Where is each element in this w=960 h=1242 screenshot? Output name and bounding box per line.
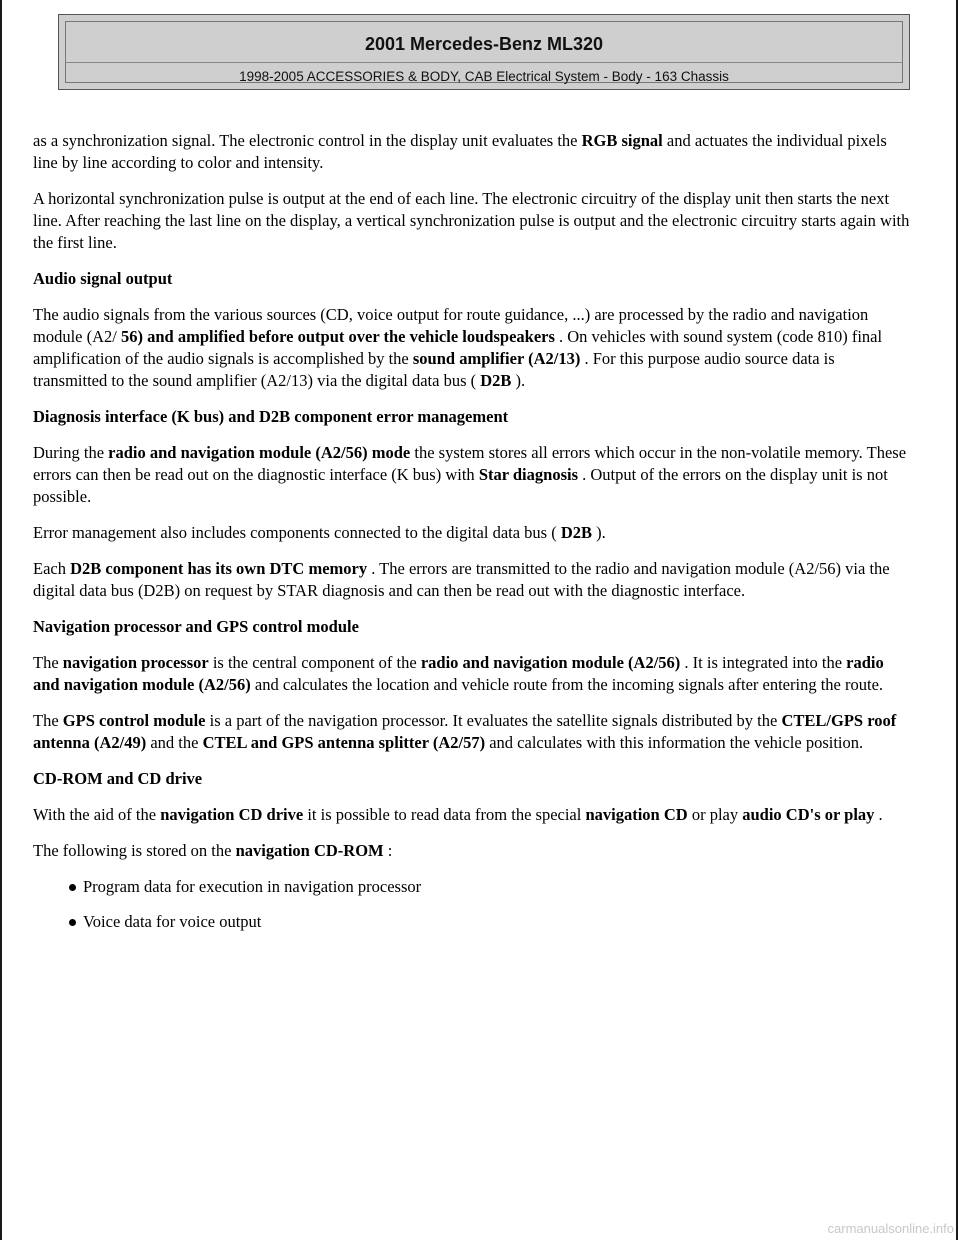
text-run: it is possible to read data from the special (303, 805, 586, 824)
term-star-diagnosis: Star diagnosis (478, 465, 578, 484)
text-run: With the aid of the (33, 805, 161, 824)
text-run: The (33, 653, 63, 672)
term-amplified-output: 56) and amplified before output over the vehicle loudspeakers (121, 327, 555, 346)
paragraph-cd-rom-contents (33, 840, 913, 862)
text-run: and actuates the individual pixels line by line according to color and intensity. (33, 131, 887, 172)
header-divider (66, 62, 902, 63)
text-run: . Output of the errors on the display unit is not possible. (33, 465, 888, 506)
text-run: as a synchronization signal. The electronic control in the display unit evaluates the (33, 131, 582, 150)
text-run: . For this purpose audio source data is transmitted to the sound amplifier (A2/13) via the digital data bus ( (33, 349, 835, 390)
text-run: ). (511, 371, 526, 390)
term-navigation-processor: navigation processor (62, 653, 209, 672)
term-audio-cds: audio CD's or play (742, 805, 875, 824)
paragraph-errors (33, 442, 913, 508)
text-run: During the (33, 443, 109, 462)
text-run: The audio signals from the various sources (CD, voice output for route guidance, ...) are processed by the radio and navigation module (A2/ (33, 305, 869, 346)
term-navigation-cd-drive: navigation CD drive (160, 805, 304, 824)
paragraph-nav-processor (33, 652, 913, 696)
text-run: The (33, 711, 63, 730)
term-radio-nav-module: radio and navigation module (A2/56) (33, 653, 884, 694)
text-run: ). (592, 523, 606, 542)
vehicle-title: 2001 Mercedes-Benz ML320 (364, 34, 604, 54)
cd-rom-contents-list (33, 876, 913, 933)
term-rgb-signal: RGB signal (581, 131, 663, 150)
text-run: . (874, 805, 883, 824)
text-run: and the (146, 733, 203, 752)
text-run: and calculates with this information the vehicle position. (485, 733, 864, 752)
section-subtitle: 1998-2005 ACCESSORIES & BODY, CAB Electrical System - Body - 163 Chassis (239, 69, 729, 84)
text-run: Error management also includes components connected to the digital data bus ( (33, 523, 561, 542)
heading-diagnosis-interface: Diagnosis interface (K bus) and D2B component error management (33, 407, 509, 426)
text-run: : (383, 841, 393, 860)
paragraph-rgb (33, 130, 913, 174)
page-header (58, 14, 910, 90)
term-antenna-splitter: CTEL and GPS antenna splitter (A2/57) (202, 733, 486, 752)
text-run: or play (687, 805, 743, 824)
text-run: . The errors are transmitted to the radio and navigation module (A2/56) via the digital data bus (D2B) on request by STAR diagnosis and can then be read out with the diagnostic interface. (33, 559, 890, 600)
text-run: is a part of the navigation processor. It evaluates the satellite signals distributed by the (205, 711, 782, 730)
text-run: Each (33, 559, 71, 578)
paragraph-gps (33, 710, 913, 754)
term-navigation-cd: navigation CD (585, 805, 688, 824)
paragraph-dtc-memory (33, 558, 913, 602)
paragraph-audio (33, 304, 913, 392)
term-radio-nav-module: radio and navigation module (A2/56) (420, 653, 681, 672)
term-roof-antenna: CTEL/GPS roof antenna (A2/49) (33, 711, 897, 752)
text-run: The following is stored on the (33, 841, 236, 860)
text-run: and calculates the location and vehicle route from the incoming signals after entering the route. (250, 675, 884, 694)
heading-audio-signal-output: Audio signal output (33, 269, 173, 288)
document-body (33, 130, 913, 946)
term-dtc-memory: D2B component has its own DTC memory (70, 559, 368, 578)
term-navigation-cd-rom: navigation CD-ROM (235, 841, 384, 860)
term-d2b: D2B (560, 523, 593, 542)
text-run: is the central component of the (208, 653, 421, 672)
heading-navigation-processor: Navigation processor and GPS control module (33, 617, 359, 636)
watermark-text: carmanualsonline.info (827, 1221, 954, 1236)
term-sound-amplifier: sound amplifier (A2/13) (412, 349, 581, 368)
text-run: the system stores all errors which occur in the non-volatile memory. These errors can then be read out on the diagnostic interface (K bus) with (33, 443, 907, 484)
paragraph-cd-drive (33, 804, 913, 826)
term-d2b: D2B (480, 371, 512, 390)
text-run: . It is integrated into the (680, 653, 847, 672)
page-header-inner (65, 21, 903, 83)
list-item: Voice data for voice output (83, 911, 913, 933)
list-item: Program data for execution in navigation processor (83, 876, 913, 898)
term-gps-control-module: GPS control module (62, 711, 206, 730)
paragraph-sync: A horizontal synchronization pulse is output at the end of each line. The electronic circuitry of the display unit then starts the next line. After reaching the last line on the display, a vertical synchronization pulse is output and the electronic circuitry starts again with the first line. (33, 189, 910, 252)
term-radio-nav-mode: radio and navigation module (A2/56) mode (108, 443, 411, 462)
text-run: . On vehicles with sound system (code 810) final amplification of the audio signals is accomplished by the (33, 327, 883, 368)
heading-cd-rom: CD-ROM and CD drive (33, 769, 203, 788)
paragraph-error-management (33, 522, 913, 544)
